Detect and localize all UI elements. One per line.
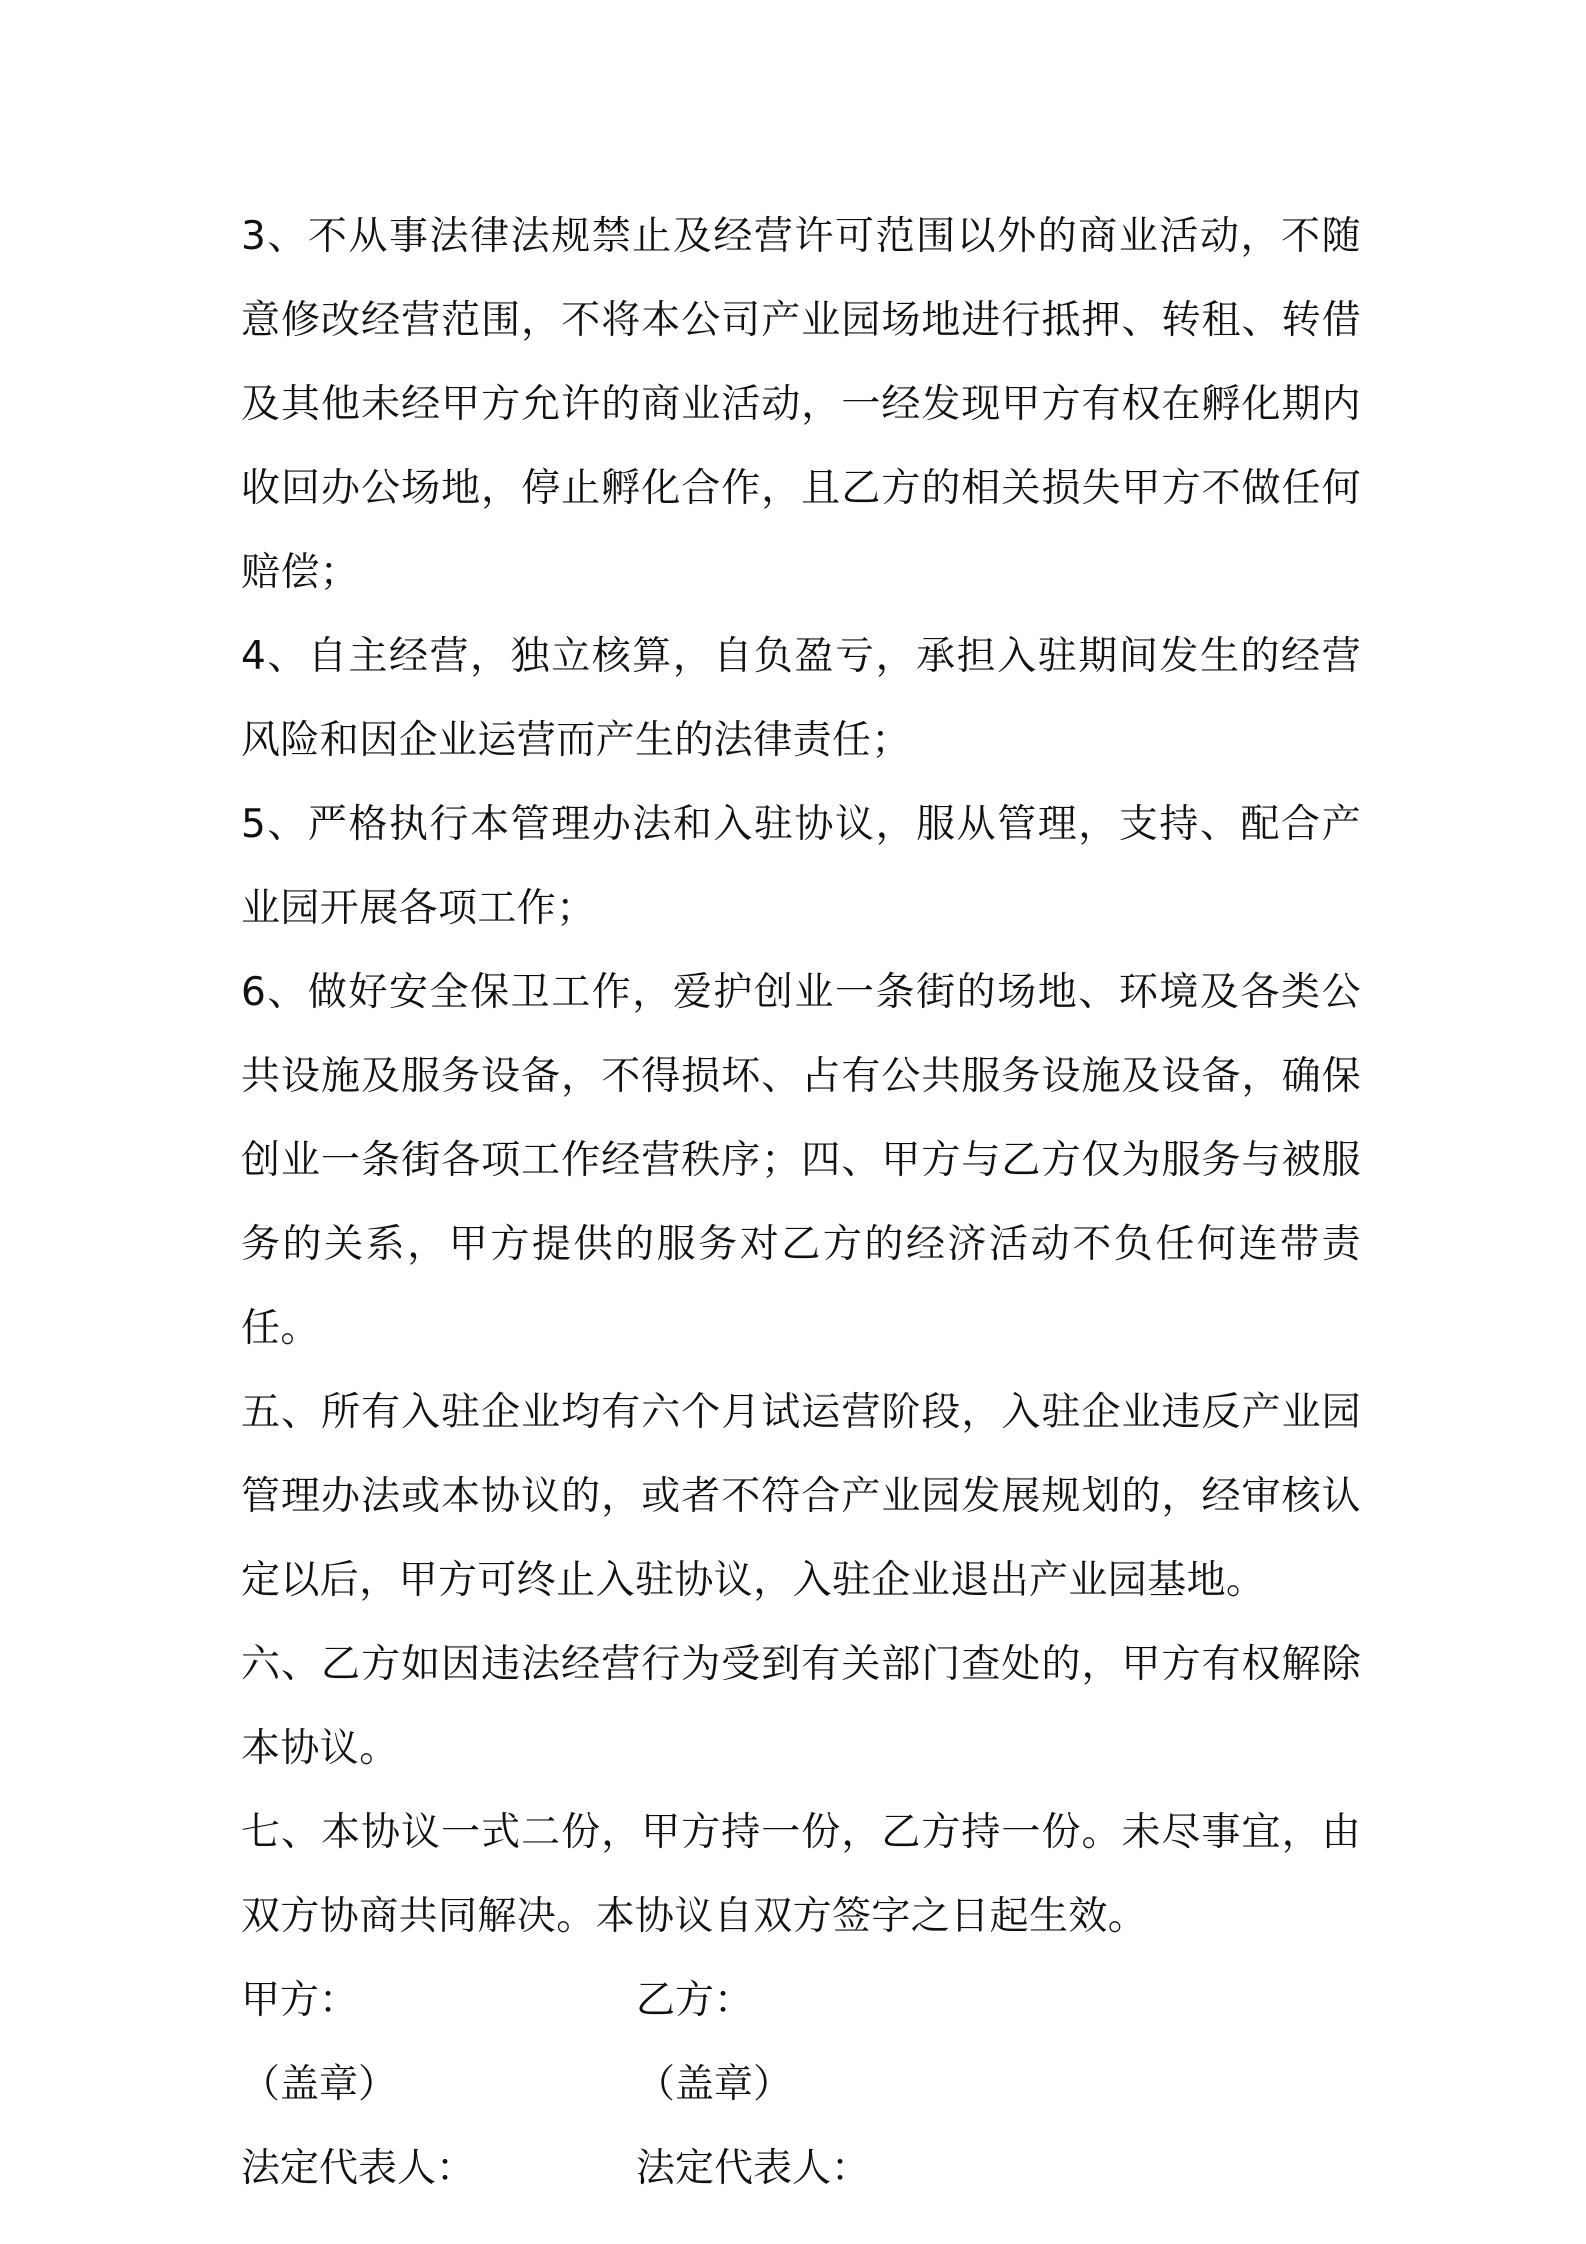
- article-7: 七、本协议一式二份，甲方持一份，乙方持一份。未尽事宜，由双方协商共同解决。本协议自双方签字之日起生效。: [241, 1810, 1361, 1939]
- article-6: 六、乙方如因违法经营行为受到有关部门查处的，甲方有权解除本协议。: [241, 1642, 1361, 1771]
- party-a-representative: 法定代表人：: [241, 2146, 476, 2191]
- party-a-seal: （盖章）: [241, 2062, 398, 2107]
- clause-3: 3、不从事法律法规禁止及经营许可范围以外的商业活动，不随意修改经营范围，不将本公司产业园场地进行抵押、转租、转借及其他未经甲方允许的商业活动，一经发现甲方有权在孵化期内收回办公场地，停止孵化合作，且乙方的相关损失甲方不做任何赔偿；: [241, 214, 1361, 595]
- clause-6: 6、做好安全保卫工作，爱护创业一条街的场地、环境及各类公共设施及服务设备，不得损坏、占有公共服务设施及设备，确保创业一条街各项工作经营秩序；四、甲方与乙方仅为服务与被服务的关系，甲方提供的服务对乙方的经济活动不负任何连带责任。: [241, 970, 1361, 1351]
- clause-5: 5、严格执行本管理办法和入驻协议，服从管理，支持、配合产业园开展各项工作；: [241, 802, 1361, 931]
- party-b-label: 乙方：: [636, 1978, 754, 2023]
- signature-seal-row: [241, 2043, 1361, 2127]
- signature-party-row: [241, 1959, 1361, 2043]
- party-b-representative: 法定代表人：: [636, 2146, 871, 2191]
- article-5: 五、所有入驻企业均有六个月试运营阶段，入驻企业违反产业园管理办法或本协议的，或者不符合产业园发展规划的，经审核认定以后，甲方可终止入驻协议，入驻企业退出产业园基地。: [241, 1390, 1361, 1603]
- clause-4: 4、自主经营，独立核算，自负盈亏，承担入驻期间发生的经营风险和因企业运营而产生的法律责任；: [241, 634, 1361, 763]
- party-b-seal: （盖章）: [636, 2062, 793, 2107]
- party-a-label: 甲方：: [241, 1978, 359, 2023]
- document-body: [241, 195, 1361, 2211]
- signature-rep-row: [241, 2127, 1361, 2211]
